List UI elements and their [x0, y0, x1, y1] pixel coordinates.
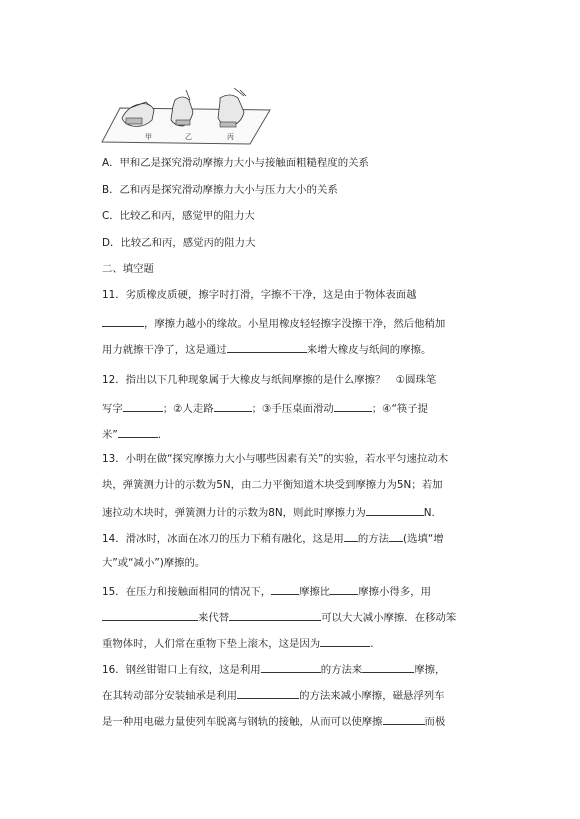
q11-line-2: [102, 315, 445, 331]
q13-blank-1[interactable]: [366, 504, 424, 516]
q16-text-1c: 摩擦，: [414, 664, 446, 676]
q12-line-2: [102, 400, 428, 416]
q13-line-3: [102, 504, 435, 520]
q11-text-3a: 用力就擦干净了，这是通过: [102, 344, 227, 356]
q16-line-1: [102, 661, 445, 677]
q15-text-1c: 摩擦小得多，用: [358, 586, 431, 598]
q12-text-2a: 写字: [102, 403, 123, 415]
q14-line-2: 大”或“减小”)摩擦的。: [102, 557, 206, 569]
q12-text-2d: ；④“筷子提: [371, 403, 428, 415]
q15-line-2: [102, 609, 456, 625]
q12-blank-4[interactable]: [118, 426, 158, 438]
q14-text-1a: 14．滑冰时，冰面在冰刀的压力下稍有融化，这是用: [102, 533, 344, 545]
eraser-experiment-figure: [100, 88, 280, 148]
q13-line-1: 13．小明在做“探究摩擦力大小与哪些因素有关”的实验，若水平匀速拉动木: [102, 453, 449, 465]
q16-text-3a: 是一种用电磁力量使列车脱离与钢轨的接触，从而可以使摩擦: [102, 716, 383, 728]
q12-text-2b: ；②人走路: [162, 403, 214, 415]
q15-blank-5[interactable]: [320, 635, 370, 647]
q12-text-3b: .: [157, 429, 162, 441]
q16-blank-1[interactable]: [261, 661, 321, 673]
q15-blank-3[interactable]: [102, 609, 198, 621]
figure-label-yi: 乙: [185, 133, 192, 141]
figure-label-jia: 甲: [145, 133, 152, 141]
q15-line-1: [102, 583, 431, 599]
q15-text-3b: .: [370, 638, 374, 650]
q16-text-1a: 16．钢丝钳钳口上有纹，这是利用: [102, 664, 261, 676]
q16-blank-4[interactable]: [383, 713, 425, 725]
option-c: C．比较乙和丙，感觉甲的阻力大: [102, 210, 255, 222]
q15-blank-2[interactable]: [330, 583, 358, 595]
q11-line-3: [102, 341, 431, 357]
q11-text-2: ，摩擦力越小的缘故。小星用橡皮轻轻擦字没擦干净，然后他稍加: [144, 318, 446, 330]
q15-blank-1[interactable]: [271, 583, 299, 595]
q14-blank-2[interactable]: [389, 530, 403, 542]
q12-blank-1[interactable]: [123, 400, 163, 412]
q11-line-1: [102, 288, 417, 302]
q16-text-2a: 在其转动部分安装轴承是利用: [102, 690, 238, 702]
q12-text-3a: 米”: [102, 429, 118, 441]
q12-line-3: [102, 426, 161, 442]
figure-label-bing: 丙: [227, 133, 234, 141]
q14-line-1: [102, 530, 444, 546]
q12-text-2c: ；③手压桌面滑动: [251, 403, 334, 415]
q16-text-3b: 而极: [424, 716, 446, 728]
q11-text-1: 11．劣质橡皮质硬，擦字时打滑，字擦不干净，这是由于物体表面越: [102, 289, 417, 301]
q11-blank-1[interactable]: [102, 315, 144, 327]
q13-line-2: 块，弹簧测力计的示数为5N，由二力平衡知道木块受到摩擦力为5N；若加: [102, 479, 443, 491]
q14-blank-1[interactable]: [344, 530, 358, 542]
q15-text-2b: 可以大大减小摩擦．在移动笨: [321, 612, 457, 624]
q15-text-1b: 摩擦比: [299, 586, 331, 598]
q12-blank-2[interactable]: [214, 400, 252, 412]
q15-line-3: [102, 635, 374, 651]
q12-line-1: [102, 373, 436, 387]
q15-text-3a: 重物体时，人们常在重物下垫上滚木，这是因为: [102, 638, 321, 650]
q12-blank-3[interactable]: [334, 400, 372, 412]
q16-text-2b: 的方法来减小摩擦，磁悬浮列车: [299, 690, 445, 702]
q12-text-1: 12．指出以下几种现象属于大橡皮与纸间摩擦的是什么摩擦？ ①圆珠笔: [102, 374, 437, 386]
q16-line-3: [102, 713, 445, 729]
option-b: B．乙和丙是探究滑动摩擦力大小与压力大小的关系: [102, 184, 338, 196]
q15-blank-4[interactable]: [229, 609, 321, 621]
option-a: A．甲和乙是探究滑动摩擦力大小与接触面粗糙程度的关系: [102, 157, 369, 169]
section-title: 二、填空题: [102, 263, 154, 275]
q11-text-3b: 来增大橡皮与纸间的摩擦。: [306, 344, 432, 356]
q16-text-1b: 的方法来: [320, 664, 363, 676]
q16-blank-2[interactable]: [362, 661, 414, 673]
q14-text-1b: 的方法: [357, 533, 389, 545]
q16-blank-3[interactable]: [237, 687, 299, 699]
q14-text-1c: (选填“增: [403, 533, 444, 545]
q16-line-2: [102, 687, 445, 703]
q13-text-3a: 速拉动木块时，弹簧测力计的示数为8N，则此时摩擦力为: [102, 507, 366, 519]
q15-text-2a: 来代替: [198, 612, 230, 624]
option-d: D．比较乙和丙，感觉丙的阻力大: [102, 237, 256, 249]
q11-blank-2[interactable]: [227, 341, 307, 353]
q13-text-3b: N.: [423, 507, 435, 519]
q15-text-1a: 15．在压力和接触面相同的情况下，: [102, 586, 272, 598]
